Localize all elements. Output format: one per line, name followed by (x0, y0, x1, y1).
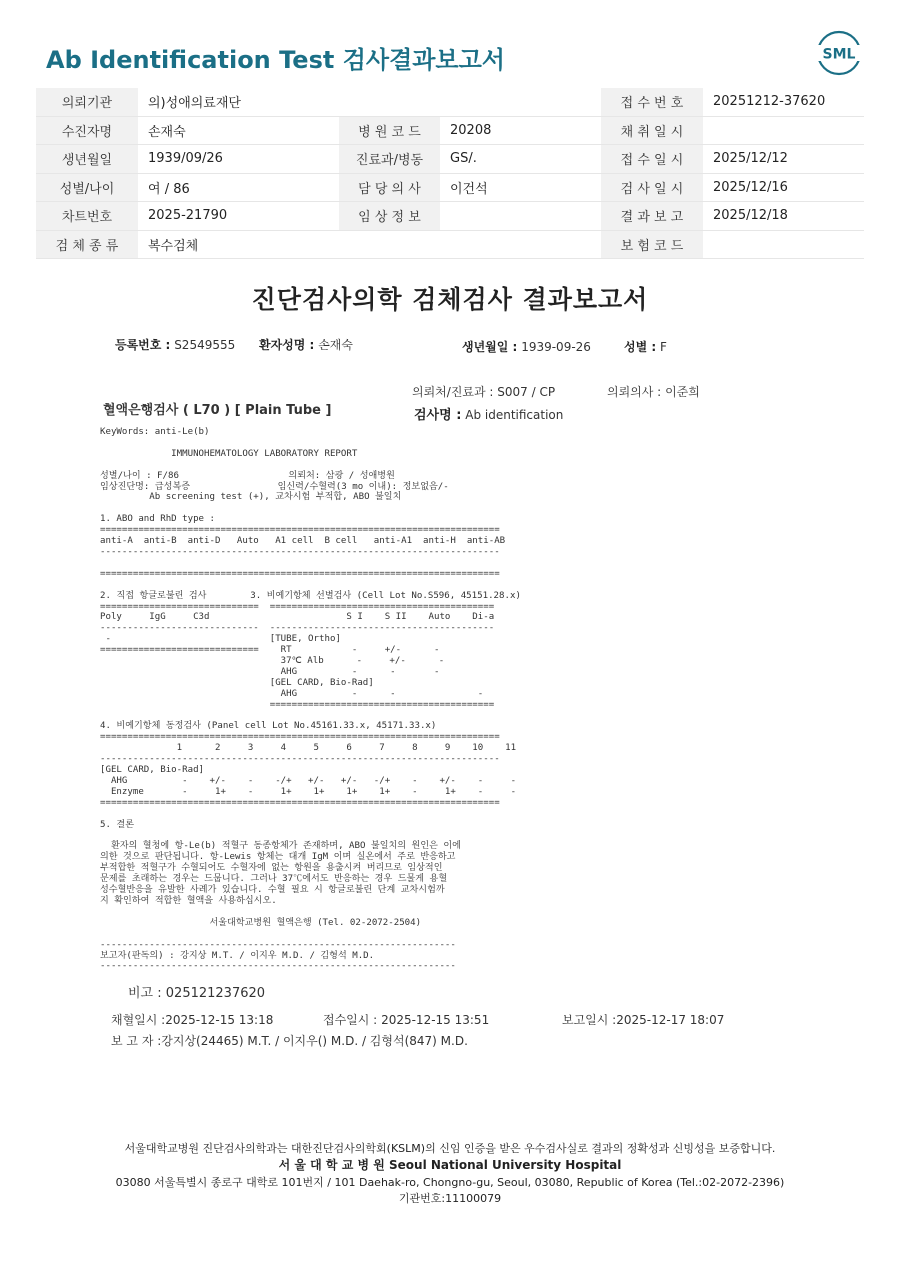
remark: 비고 : 025121237620 (128, 986, 266, 1001)
header-label: 보 험 코 드 (601, 230, 703, 259)
header-value (703, 116, 864, 145)
header-value: 2025/12/18 (703, 202, 864, 231)
header-label: 수진자명 (36, 116, 138, 145)
requesting-doctor: 의뢰의사 : 이준희 (607, 385, 700, 399)
header-row (36, 173, 864, 202)
header-value (440, 230, 601, 259)
header-label: 검 사 일 시 (601, 173, 703, 202)
header-label: 임 상 정 보 (339, 202, 440, 231)
test-name: 검사명 : Ab identification (414, 408, 564, 423)
sml-logo-icon (816, 30, 862, 76)
header-row (36, 230, 864, 259)
header-value (440, 202, 601, 231)
header-label: 병 원 코 드 (339, 116, 440, 145)
report-title: Ab Identification Test 검사결과보고서 (46, 46, 505, 74)
header-label: 성별/나이 (36, 173, 138, 202)
footer-certification: 서울대학교병원 진단검사의학과는 대한진단검사의학회(KSLM)의 신임 인증을 받은 우수검사실로 결과의 정확성과 신빙성을 보증합니다. (124, 1142, 776, 1155)
header-value: 여 / 86 (138, 173, 339, 202)
reporter: 보 고 자 :강지상(24465) M.T. / 이지우() M.D. / 김형석(847) M.D. (111, 1034, 468, 1048)
footer-address: 03080 서울특별시 종로구 대학로 101번지 / 101 Daehak-ro, Chongno-gu, Seoul, 03080, Republic of Korea (Tel.:02-2072-2396) (115, 1176, 785, 1189)
header-value: 복수검체 (138, 230, 339, 259)
header-info-table (36, 88, 864, 259)
header-row (36, 145, 864, 174)
header-value: 2025/12/12 (703, 145, 864, 174)
header-label: 검 체 종 류 (36, 230, 138, 259)
header-value: GS/. (440, 145, 601, 174)
header-value (440, 88, 601, 116)
header-label: 의뢰기관 (36, 88, 138, 116)
footer-code: 기관번호:11100079 (398, 1192, 502, 1205)
patient-sex: 성별 : F (624, 340, 667, 354)
header-label: 접 수 일 시 (601, 145, 703, 174)
lab-report-body: KeyWords: anti-Le(b) IMMUNOHEMATOLOGY LABORATORY REPORT 성별/나이 : F/86 의뢰처: 삼광 / 성애병원 임상진단명: 급성복증 임신력/수혈력(3 mo 이내): 정보없음/- Ab screening test (+), 교차시험 부적합, ABO 불일치 1. ABO and RhD type : ========================================================================= anti-A anti-B anti-D Auto A1 cell B cell anti-A1 anti-H anti-AB ------------------------------------------------------------------------- ========================================================================= 2. 직접 항글로불린 검사 3. 비예기항체 선별검사 (Cell Lot No.S596, 45151.28.x) ============================= ========================================= Poly IgG C3d S I S II Auto Di-a ----------------------------- ----------------------------------------- - [TUBE, Ortho] ============================= RT - +/- - 37℃ Alb - +/- - AHG - - - [GEL CARD, Bio-Rad] AHG - - - ========================================= 4. 비예기항체 동정검사 (Panel cell Lot No.45161.33.x, 45171.33.x) ========================================================================= 1 2 3 4 5 6 7 8 9 10 11 ------------------------------------------------------------------------- [GEL CARD, Bio-Rad] AHG - +/- - -/+ +/- +/- -/+ - +/- - - Enzyme - 1+ - 1+ 1+ 1+ 1+ - 1+ - - ========================================================================= 5. 결론 환자의 혈청에 항-Le(b) 적혈구 동종항체가 존재하며, ABO 불일치의 원인은 이에 의한 것으로 판단됩니다. 항-Lewis 항체는 대개 IgM 이며 실온에서 주로 반응하고 부적합한 적혈구가 수혈되어도 수혈자에 없는 항원을 용출시켜 버리므로 임상적인 문제를 초래하는 경우는 드뭅니다. 그러나 37℃에서도 반응하는 경우 드물게 용혈 성수혈반응을 유발한 사례가 있습니다. 수혈 필요 시 항글로불린 단계 교차시험까 지 확인하여 적합한 혈액을 사용하십시오. 서울대학교병원 혈액은행 (Tel. 02-2072-2504) ----------------------------------------------------------------- 보고자(판독의) : 강지상 M.T. / 이지우 M.D. / 김형석 M.D. ----------------------------------------------------------------- (100, 427, 521, 972)
header-label: 차트번호 (36, 202, 138, 231)
header-row (36, 88, 864, 116)
header-value: 이건석 (440, 173, 601, 202)
header-value: 1939/09/26 (138, 145, 339, 174)
requesting-dept: 의뢰처/진료과 : S007 / CP (412, 385, 556, 399)
main-heading: 진단검사의학 검체검사 결과보고서 (251, 285, 649, 314)
footer-hospital: 서 울 대 학 교 병 원 Seoul National University Hospital (278, 1158, 622, 1172)
report-time: 보고일시 :2025-12-17 18:07 (562, 1013, 725, 1027)
header-value: 2025-21790 (138, 202, 339, 231)
header-value: 의)성애의료재단 (138, 88, 339, 116)
header-value: 2025/12/16 (703, 173, 864, 202)
header-value (703, 230, 864, 259)
header-label: 결 과 보 고 (601, 202, 703, 231)
header-label (339, 88, 440, 116)
header-label: 채 취 일 시 (601, 116, 703, 145)
header-label: 생년월일 (36, 145, 138, 174)
collection-time: 채혈일시 :2025-12-15 13:18 (111, 1013, 274, 1027)
header-row (36, 116, 864, 145)
patient-name: 환자성명 : 손재숙 (259, 338, 353, 352)
header-label: 담 당 의 사 (339, 173, 440, 202)
header-value: 손재숙 (138, 116, 339, 145)
test-group: 혈액은행검사 ( L70 ) [ Plain Tube ] (103, 403, 332, 418)
header-label: 진료과/병동 (339, 145, 440, 174)
logo-text: SML (822, 46, 856, 63)
header-value: 20208 (440, 116, 601, 145)
header-value: 20251212-37620 (703, 88, 864, 116)
receipt-time: 접수일시 : 2025-12-15 13:51 (323, 1013, 490, 1027)
header-label (339, 230, 440, 259)
birth-date: 생년월일 : 1939-09-26 (462, 340, 591, 354)
header-label: 접 수 번 호 (601, 88, 703, 116)
reg-number: 등록번호 : S2549555 (115, 338, 236, 352)
header-row (36, 202, 864, 231)
